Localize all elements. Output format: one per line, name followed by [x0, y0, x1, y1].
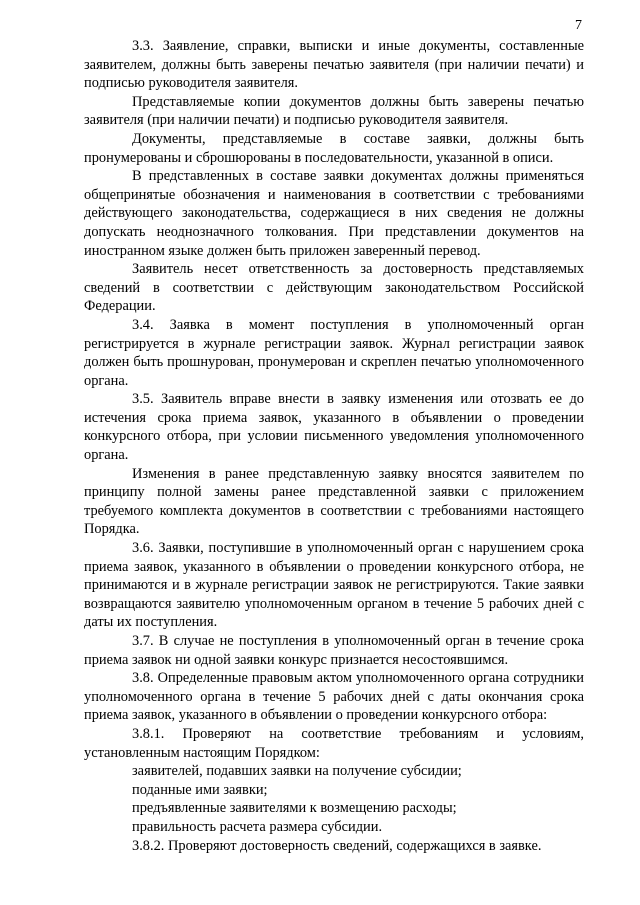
paragraph-3-8-1: 3.8.1. Проверяют на соответствие требованиям и условиям, установленным настоящим Порядком:: [84, 725, 584, 761]
paragraph-3-6: 3.6. Заявки, поступившие в уполномоченный орган с нарушением срока приема заявок, указанного в объявлении о проведении конкурсного отбора, не принимаются и в журнале регистрации заявок не регистрируются. Такие заявки возвращаются заявителю уполномоченным органом в течение 5 рабочих дней с даты их поступления.: [84, 540, 584, 631]
list-item: правильность расчета размера субсидии.: [132, 818, 383, 835]
page-number: 7: [575, 18, 582, 33]
paragraph-3-7: 3.7. В случае не поступления в уполномоченный орган в течение срока приема заявок ни одной заявки конкурс признается несостоявшимся.: [84, 633, 584, 668]
paragraph-3-8-2: 3.8.2. Проверяют достоверность сведений, содержащихся в заявке.: [132, 837, 542, 854]
paragraph-3-5: 3.5. Заявитель вправе внести в заявку изменения или отозвать ее до истечения срока приема заявок, указанного в объявлении о проведении конкурсного отбора, при условии письменного уведомления уполномоченного органа.: [84, 391, 584, 464]
paragraph-copies: Представляемые копии документов должны быть заверены печатью заявителя (при наличии печати) и подписью руководителя заявителя.: [84, 93, 584, 129]
paragraph-3-4: 3.4. Заявка в момент поступления в уполномоченный орган регистрируется в журнале регистрации заявок. Журнал регистрации заявок должен быть прошнурован, пронумерован и скреплен печатью уполномоченного органа.: [84, 316, 584, 389]
paragraph-changes: Изменения в ранее представленную заявку вносятся заявителем по принципу полной замены ранее представленной заявки с приложением требуемого комплекта документов в соответствии с требованиями настоящего Порядка.: [84, 465, 584, 538]
paragraph-designations: В представленных в составе заявки документах должны применяться общепринятые обозначения и наименования в соответствии с требованиями действующего законодательства, содержащиеся в них сведения не должны допускать неоднозначного толкования. При представлении документов на иностранном языке должен быть приложен заверенный перевод.: [84, 168, 584, 259]
paragraph-numbering: Документы, представляемые в составе заявки, должны быть пронумерованы и сброшюрованы в последовательности, указанной в описи.: [84, 130, 584, 166]
paragraph-responsibility: Заявитель несет ответственность за достоверность представляемых сведений в соответствии с действующим законодательством Российской Федерации.: [84, 261, 584, 315]
paragraph-3-8: 3.8. Определенные правовым актом уполномоченного органа сотрудники уполномоченного органа в течение 5 рабочих дней с даты окончания срока приема заявок, указанного в объявлении о проведении конкурсного отбора:: [84, 670, 584, 724]
document-body: [84, 37, 584, 855]
list-item: поданные ими заявки;: [132, 781, 268, 798]
list-item: заявителей, подавших заявки на получение субсидии;: [132, 763, 462, 780]
list-item: предъявленные заявителями к возмещению расходы;: [132, 800, 457, 817]
paragraph-3-3: 3.3. Заявление, справки, выписки и иные документы, составленные заявителем, должны быть заверены печатью заявителя (при наличии печати) и подписью руководителя заявителя.: [84, 38, 584, 92]
